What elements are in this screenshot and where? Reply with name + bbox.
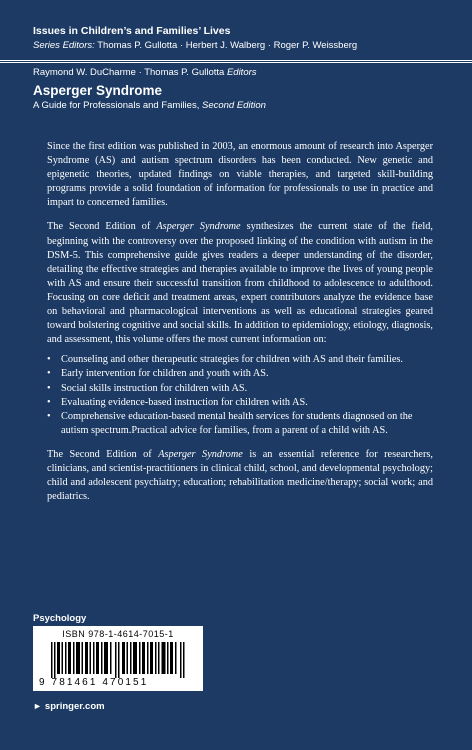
paragraph-text: synthesizes the current state of the field, beginning with the controversy over the proposed linking of the condition with autism in the DSM-5. This comprehensive guide gives readers a deeper understanding of the disorder, detailing the effective strategies and therapies available to improve the lives of young people with AS and ensure their successful transition from childhood to adolescence to adulthood. Focusing on core deficit and treatment areas, expert contributors analyze the evidence base on behavioral and pharmacological interventions as well as educational strategies geared toward bolstering cognitive and social skills. In addition to epidemiology, etiology, diagnosis, and assessment, this volume offers the most current information on: <box>47 221 434 346</box>
publisher-url-text: springer.com <box>44 701 105 712</box>
book-editors-names: Raymond W. DuCharme · Thomas P. Gullotta <box>33 67 225 78</box>
topic-list <box>47 353 433 438</box>
paragraph-text: is an essential reference for researchers, clinicians, and scientist-practitioners in clinical child, school, and developmental psychology; child and adolescent psychiatry; education; rehabilitation medicine/therapy; social work; and pediatrics. <box>47 448 433 503</box>
book-title-emphasis: Asperger Syndrome <box>156 221 241 233</box>
paragraph-text: The Second Edition of <box>47 448 159 460</box>
series-header <box>33 24 453 53</box>
series-editors-label: Series Editors: <box>33 40 95 51</box>
book-title-emphasis: Asperger Syndrome <box>158 448 243 460</box>
list-item: • Evaluating evidence-based instruction for children with AS. <box>47 396 433 410</box>
book-subtitle-text: A Guide for Professionals and Families, <box>33 100 200 111</box>
book-title: Asperger Syndrome <box>33 83 163 98</box>
barcode-digits: 9 781461 470151 <box>39 677 149 688</box>
arrow-right-icon: ► <box>33 701 42 711</box>
divider-line <box>0 62 472 63</box>
subject-category: Psychology <box>33 613 87 624</box>
series-editors <box>33 39 453 53</box>
series-editors-names: Thomas P. Gullotta · Herbert J. Walberg · Roger P. Weissberg <box>97 40 358 51</box>
description <box>47 140 433 514</box>
list-item: • Counseling and other therapeutic strategies for children with AS and their families. <box>47 353 433 367</box>
book-header <box>33 66 453 112</box>
description-paragraph: Since the first edition was published in 2003, an enormous amount of research into Asperger Syndrome (AS) and autism spectrum disorders has been conducted. New genetic and epigenetic theories, updated findings on viable therapies, and targeted skill-building programs provide a solid foundation of information for professionals to use in practice and impart to concerned families. <box>47 141 433 209</box>
barcode-bars <box>51 642 185 678</box>
isbn-number: ISBN 978-1-4614-7015-1 <box>62 629 174 639</box>
description-paragraph <box>47 220 433 347</box>
book-subtitle <box>33 99 453 112</box>
paragraph-text: The Second Edition of <box>47 221 157 233</box>
divider-line <box>0 60 472 61</box>
description-paragraph <box>47 448 433 504</box>
publisher-url[interactable] <box>33 701 105 712</box>
list-item: • Comprehensive education-based mental health services for students diagnosed on the autism spectrum.Practical advice for families, from a parent of a child with AS. <box>47 410 433 438</box>
series-title: Issues in Children’s and Families’ Lives <box>33 25 231 37</box>
list-item: • Social skills instruction for children with AS. <box>47 382 433 396</box>
book-editors <box>33 66 453 80</box>
isbn-barcode <box>33 626 203 691</box>
list-item: • Early intervention for children and youth with AS. <box>47 367 433 381</box>
book-editors-label: Editors <box>226 67 257 78</box>
book-edition: Second Edition <box>201 100 266 111</box>
